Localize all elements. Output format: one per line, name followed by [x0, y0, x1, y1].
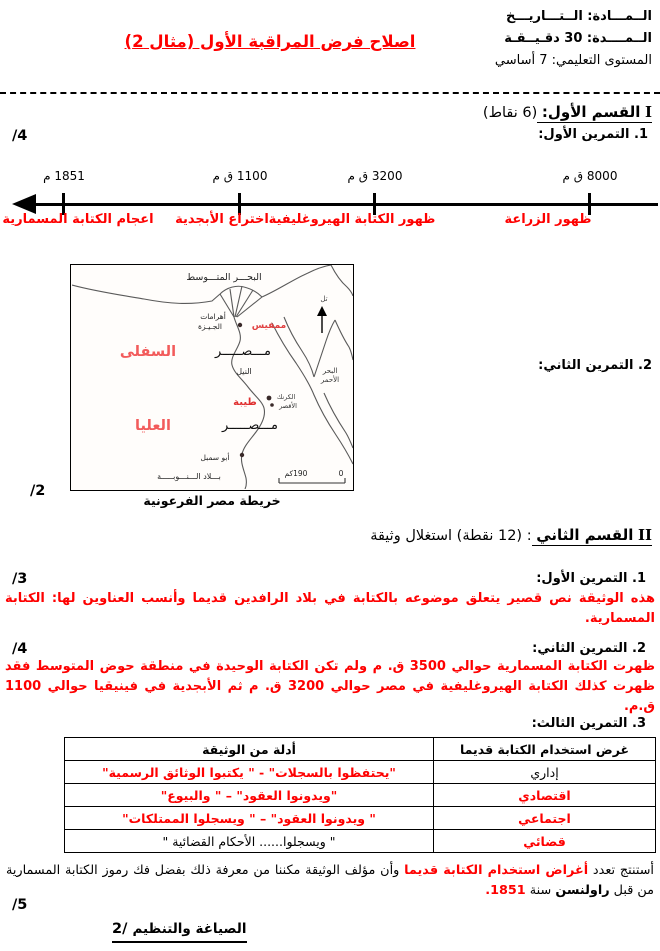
- section2-name: القسم الثاني: [536, 526, 634, 544]
- s2-exercise2-score: /4: [12, 641, 28, 657]
- s2-exercise1-answer: هذه الوثيقة نص قصير يتعلق موضوعه بالكتابة في بلاد الرافدين قديما وأنسب العناوين لها: الكتابة المسمارية.: [5, 591, 655, 627]
- map-label-nubia: بـــلاد الـــنـــوبـــــة: [157, 472, 221, 481]
- timeline-event: اعجام الكتابة المسمارية: [2, 212, 154, 227]
- evidence-cell: " ويسجلوا...... الأحكام القضائية ": [65, 830, 434, 853]
- map-label-lower-egypt: السفلى: [119, 344, 177, 360]
- section1-points: (6 نقاط): [482, 105, 538, 121]
- map-label-memphis: ممفيس: [251, 321, 287, 331]
- timeline-event: ظهور الكتابة الهيروغليفية: [268, 212, 436, 227]
- page-title: اصلاح فرض المراقبة الأول (مثال 2): [124, 32, 416, 51]
- luxor-dot: [270, 403, 274, 407]
- table-header-row: [65, 738, 656, 761]
- s1-exercise2-label: 2. التمرين الثاني:: [538, 358, 652, 373]
- timeline-event: اختراع الأبجدية: [175, 212, 269, 227]
- section1-numeral: I: [644, 103, 652, 121]
- table-row: [65, 807, 656, 830]
- thebes-dot: [267, 396, 272, 401]
- purpose-cell: إداري: [434, 761, 656, 784]
- timeline-axis: [24, 203, 658, 206]
- s2-exercise3-label: 3. التمرين الثالث:: [531, 716, 646, 731]
- header-info: [495, 6, 652, 72]
- purpose-cell: اقتصادي: [434, 784, 656, 807]
- map-label-red-sea-1: البحر: [322, 367, 338, 375]
- footer-label: الصياغة والتنظيم: [132, 921, 247, 937]
- s1-exercise1-label: 1. التمرين الأول:: [538, 127, 648, 142]
- map-score: /2: [30, 483, 46, 499]
- dashed-divider: [0, 92, 660, 94]
- north-arrow-icon: [317, 306, 327, 316]
- conclusion-segment-rawlinson: راولنسن: [555, 882, 610, 898]
- table-row: [65, 761, 656, 784]
- section1-header: [483, 103, 652, 121]
- footer-score: /2: [112, 921, 133, 937]
- conclusion-segment-year: 1851.: [485, 882, 526, 898]
- abu-simbel-dot: [240, 453, 244, 457]
- timeline-event: ظهور الزراعة: [504, 212, 592, 227]
- conclusion-segment-highlight: أغراض استخدام الكتابة قديما: [404, 863, 589, 878]
- column-header-evidence: أدلة من الوثيقة: [65, 738, 434, 761]
- conclusion-paragraph: [6, 861, 654, 901]
- map-label-pyramids-2: الجـيـزة: [198, 322, 222, 331]
- section2-header: [370, 526, 652, 544]
- egypt-map: [70, 264, 354, 491]
- s2-exercise2-answer: ظهرت الكتابة المسمارية حوالي 3500 ق. م ولم تكن الكتابة الوحيدة في منطقة حوض المتوسط فقد ظهرت كذلك الكتابة الهيروغليفية في مصر حوالي 3200 ق. م ثم الأبجدية في فينيقيا حوالي 1100 ق.م.: [5, 659, 656, 715]
- timeline-date: 1851 م: [43, 169, 85, 183]
- map-label-abu-simbel: أبو سمبل: [200, 453, 230, 462]
- writing-purposes-table: [64, 737, 656, 853]
- s2-exercise2-label: 2. التمرين الثاني:: [532, 641, 646, 656]
- duration-line: الــمــــدة: 30 دقـيــقـة: [504, 31, 652, 47]
- map-scale-distance: 190كم: [284, 469, 308, 478]
- evidence-cell: "ويدونوا العقود" – " والبيوع": [65, 784, 434, 807]
- table-row: [65, 784, 656, 807]
- map-label-karnak: الكرنك: [276, 393, 296, 401]
- memphis-dot: [238, 323, 242, 327]
- timeline-date: 3200 ق م: [347, 169, 403, 183]
- map-label-northeast: تل: [320, 295, 328, 303]
- footer-form-and-organization: [112, 921, 247, 943]
- timeline-date: 8000 ق م: [562, 169, 618, 183]
- table-row: [65, 830, 656, 853]
- purpose-cell: اجتماعي: [434, 807, 656, 830]
- map-scale-zero: 0: [338, 469, 344, 478]
- map-label-nile: النيل: [236, 367, 252, 376]
- s2-exercise1-score: /3: [12, 571, 28, 587]
- map-label-mediterranean: البحـــر المتـــوسط: [186, 272, 262, 283]
- section2-points: : (12 نقطة) استغلال وثيقة: [370, 528, 532, 544]
- timeline-arrow-left-icon: [12, 194, 36, 214]
- section1-name: القسم الأول:: [541, 103, 641, 121]
- s1-exercise1-score: /4: [12, 128, 28, 144]
- conclusion-score: /5: [12, 897, 28, 913]
- map-label-misr-lower: مـــصـــــر: [215, 344, 271, 359]
- s2-exercise1-label: 1. التمرين الأول:: [536, 571, 646, 586]
- map-label-thebes: طيبة: [233, 397, 257, 408]
- map-label-misr-upper: مـــصـــــر: [222, 418, 278, 433]
- map-label-luxor: الأقصر: [279, 402, 297, 410]
- subject-line: الــمـــادة: الــتـــاريـــخ: [505, 9, 652, 24]
- conclusion-segment: سنة: [525, 882, 556, 898]
- evidence-cell: "يحتفظوا بالسجلات" - " يكتبوا الوثائق الرسمية": [65, 761, 434, 784]
- egypt-map-drawing: [72, 265, 353, 489]
- purpose-cell: قضائي: [434, 830, 656, 853]
- conclusion-segment: أستنتج تعدد: [588, 863, 654, 878]
- column-header-purpose: غرض استخدام الكتابة قديما: [434, 738, 656, 761]
- map-label-red-sea-2: الأحمر: [320, 376, 340, 384]
- evidence-cell: " ويدونوا العقود" – " ويسجلوا الممتلكات": [65, 807, 434, 830]
- conclusion-segment: وأن مؤلف الوثيقة مكننا من معرفة ذلك بفضل فك رموز الكتابة المسمارية من قبل: [6, 863, 654, 898]
- timeline-date: 1100 ق م: [212, 169, 268, 183]
- section2-numeral: II: [637, 526, 652, 544]
- map-label-upper-egypt: العليا: [135, 418, 171, 434]
- map-label-pyramids-1: أهرامات: [200, 312, 226, 321]
- map-caption: خريطة مصر الفرعونية: [143, 493, 281, 508]
- level-line: المستوى التعليمي: 7 أساسي: [494, 53, 652, 69]
